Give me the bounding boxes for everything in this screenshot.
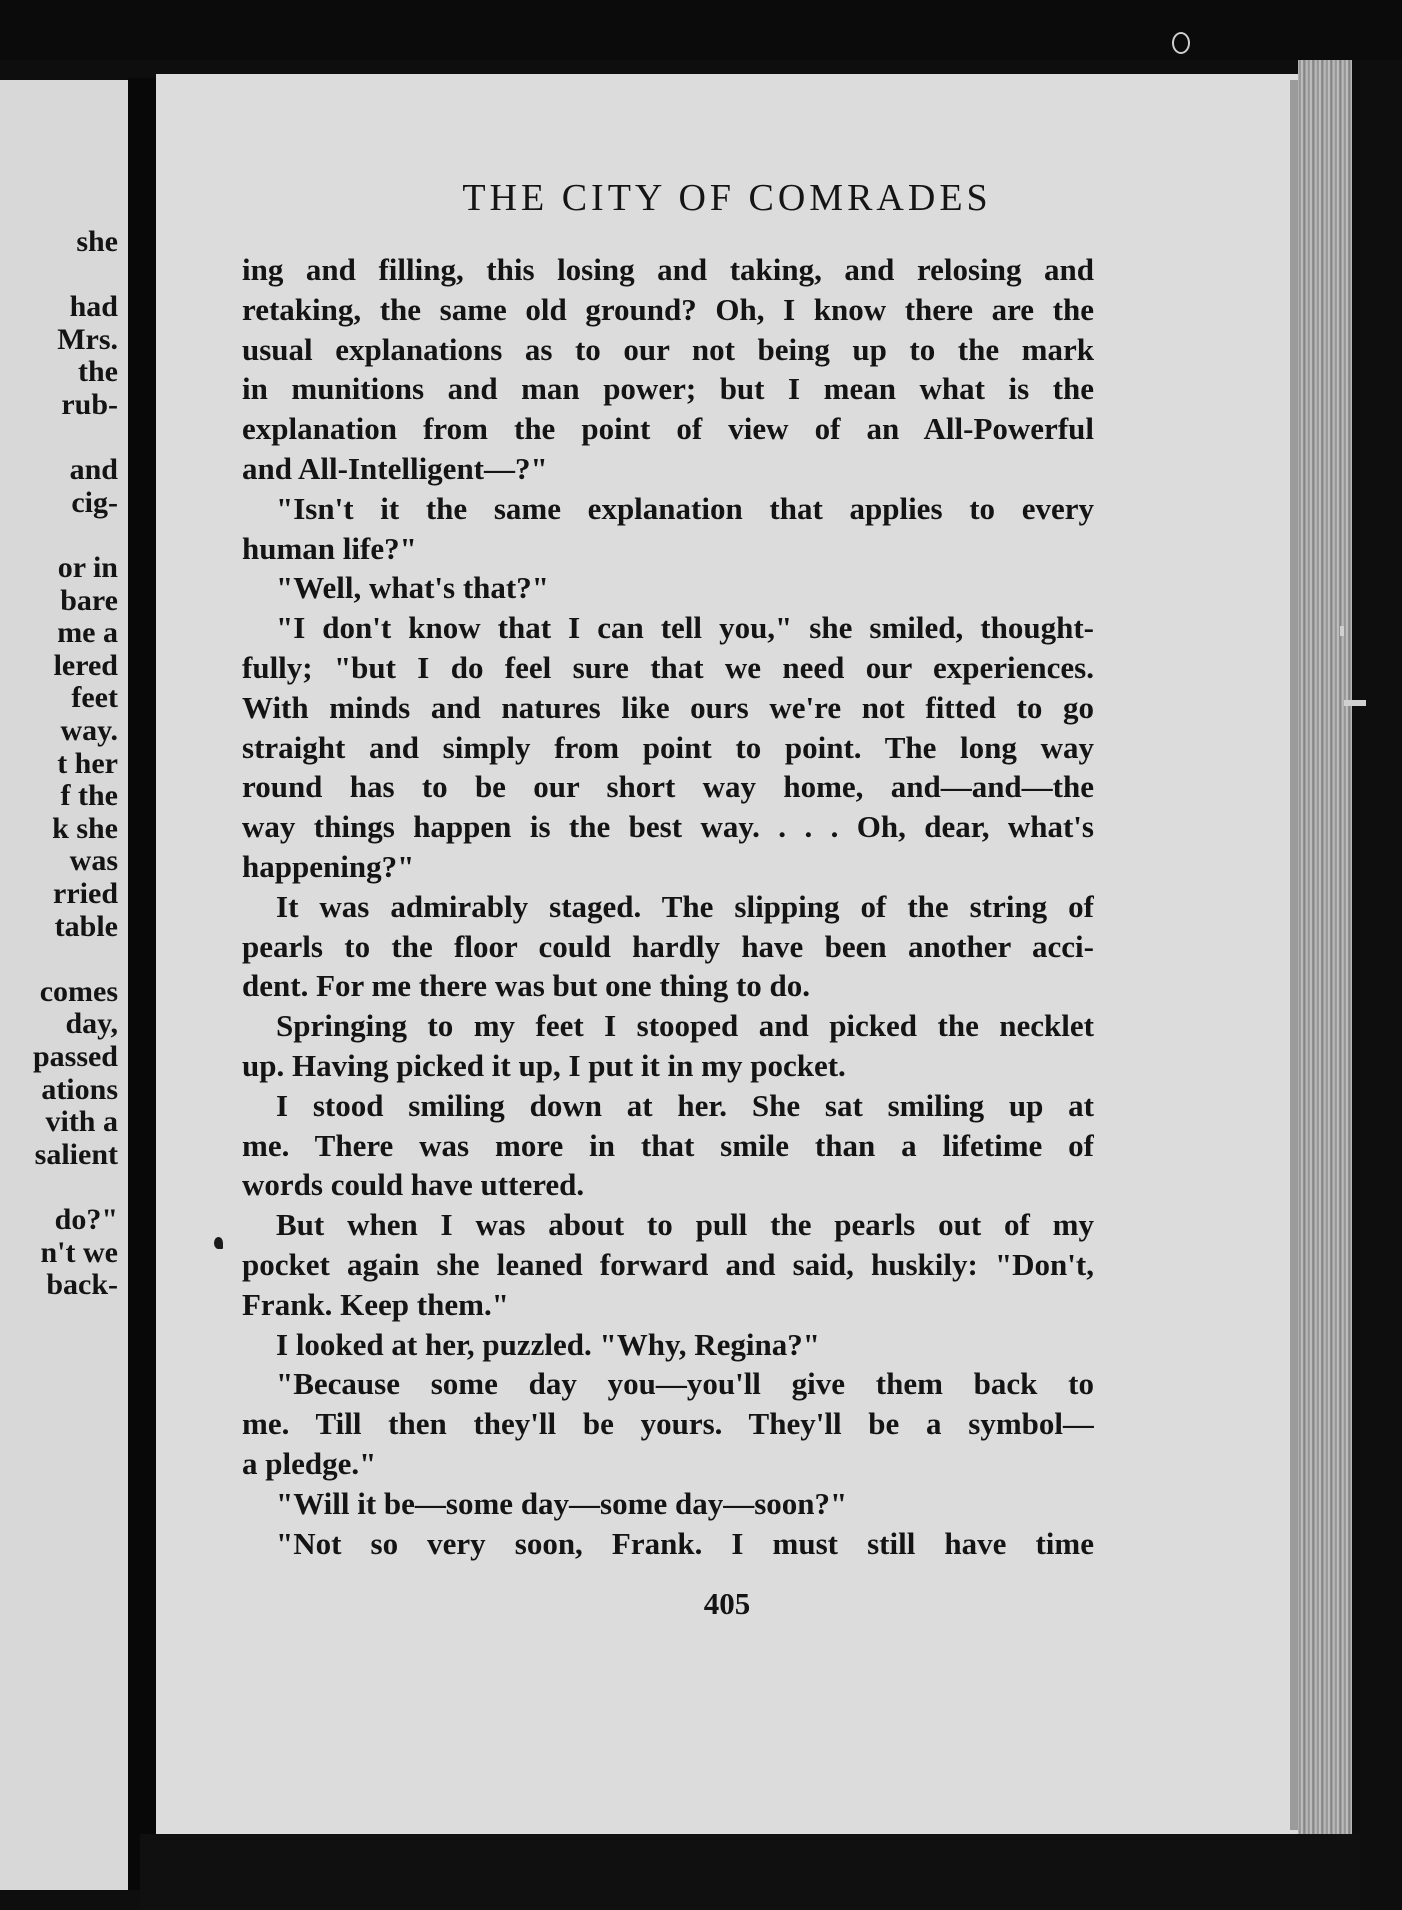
text-line: Frank. Keep them."	[242, 1286, 509, 1322]
scan-corner-mark	[1172, 32, 1190, 54]
bottom-shadow	[140, 1834, 1360, 1910]
text-line: I looked at her, puzzled. "Why, Regina?"	[276, 1326, 820, 1362]
text-line: "I don't know that I can tell you," she smiled, thought-	[276, 610, 1094, 646]
text-line: human life?"	[242, 530, 417, 566]
running-head: THE CITY OF COMRADES	[462, 177, 992, 219]
left-page-fragment: cig-	[71, 485, 118, 519]
left-page-fragment: and	[69, 453, 118, 487]
page-stack-edge	[1298, 60, 1352, 1840]
left-page-fragment: bare	[60, 583, 118, 617]
text-line: "Because some day you—you'll give them back to	[276, 1366, 1094, 1402]
edge-mark	[1340, 626, 1344, 636]
left-page-fragment: n't we	[40, 1235, 118, 1269]
text-line: words could have uttered.	[242, 1167, 585, 1203]
left-page-fragment: passed	[32, 1040, 118, 1073]
left-page-fragment: ations	[41, 1072, 118, 1106]
left-page-fragment: vith a	[45, 1105, 118, 1139]
text-line: pocket again she leaned forward and said, huskily: "Don't,	[242, 1246, 1094, 1282]
text-line: dent. For me there was but one thing to do.	[242, 968, 811, 1004]
left-page-fragment: rub-	[61, 388, 118, 421]
left-page-fragment: the	[78, 355, 118, 389]
left-page-fragment: or in	[57, 551, 118, 584]
left-page-fragment: t her	[57, 746, 118, 780]
text-line: pearls to the floor could hardly have been another acci-	[242, 928, 1094, 964]
left-page-fragment: salient	[34, 1137, 118, 1171]
text-line: Springing to my feet I stooped and picked the necklet	[276, 1008, 1094, 1044]
text-line: in munitions and man power; but I mean what is the	[242, 371, 1094, 407]
left-page-fragment: k she	[52, 811, 118, 845]
text-line: happening?"	[242, 848, 415, 884]
top-shadow	[0, 0, 1402, 60]
left-page-fragment: table	[54, 909, 118, 943]
text-line: It was admirably staged. The slipping of the string of	[276, 888, 1094, 924]
margin-ink-mark	[214, 1237, 223, 1249]
text-line: "Not so very soon, Frank. I must still have time	[276, 1525, 1094, 1561]
book-gutter	[128, 78, 156, 1890]
text-line: a pledge."	[242, 1445, 377, 1481]
left-page-fragment: way.	[60, 714, 118, 747]
text-line: me. There was more in that smile than a lifetime of	[242, 1127, 1094, 1163]
text-line: With minds and natures like ours we're not fitted to go	[242, 689, 1094, 725]
left-page-fragment: back-	[46, 1268, 118, 1302]
page-number: 405	[703, 1586, 751, 1621]
text-line: round has to be our short way home, and—and—the	[242, 769, 1094, 805]
left-page-fragment: was	[69, 844, 118, 878]
left-facing-page	[0, 80, 128, 1890]
left-page-fragment: Mrs.	[57, 322, 118, 356]
text-line: But when I was about to pull the pearls out of my	[276, 1207, 1094, 1243]
body-text	[242, 250, 1094, 1563]
edge-mark	[1344, 700, 1366, 706]
left-page-fragment: had	[69, 290, 118, 324]
text-line: I stood smiling down at her. She sat smiling up at	[276, 1087, 1094, 1123]
text-line: explanation from the point of view of an All-Powerful	[242, 411, 1094, 447]
text-line: "Will it be—some day—some day—soon?"	[276, 1485, 848, 1521]
text-line: straight and simply from point to point. The long way	[242, 729, 1094, 765]
text-line: up. Having picked it up, I put it in my pocket.	[242, 1047, 846, 1083]
text-line: retaking, the same old ground? Oh, I know there are the	[242, 291, 1094, 327]
left-page-fragment: comes	[39, 974, 118, 1008]
text-line: fully; "but I do feel sure that we need our experiences.	[242, 649, 1094, 685]
left-page-fragment: day,	[65, 1007, 118, 1041]
text-line: "Isn't it the same explanation that applies to every	[276, 490, 1094, 526]
text-line: ing and filling, this losing and taking, and relosing and	[242, 252, 1094, 287]
left-page-fragment: rried	[53, 877, 118, 910]
left-page-fragment: she	[76, 225, 118, 258]
text-line: and All-Intelligent—?"	[242, 450, 548, 486]
left-page-fragment: me a	[57, 616, 118, 650]
left-page-fragment: feet	[71, 681, 118, 715]
book-page	[156, 74, 1298, 1834]
text-line: "Well, what's that?"	[276, 570, 549, 606]
text-line: me. Till then they'll be yours. They'll be a symbol—	[242, 1406, 1094, 1442]
text-line: usual explanations as to our not being up to the mark	[242, 331, 1094, 367]
left-page-fragment: lered	[53, 648, 118, 682]
left-page-fragment: do?"	[54, 1203, 118, 1236]
left-page-fragment: f the	[60, 779, 118, 813]
text-line: way things happen is the best way. . . . Oh, dear, what's	[242, 809, 1094, 845]
